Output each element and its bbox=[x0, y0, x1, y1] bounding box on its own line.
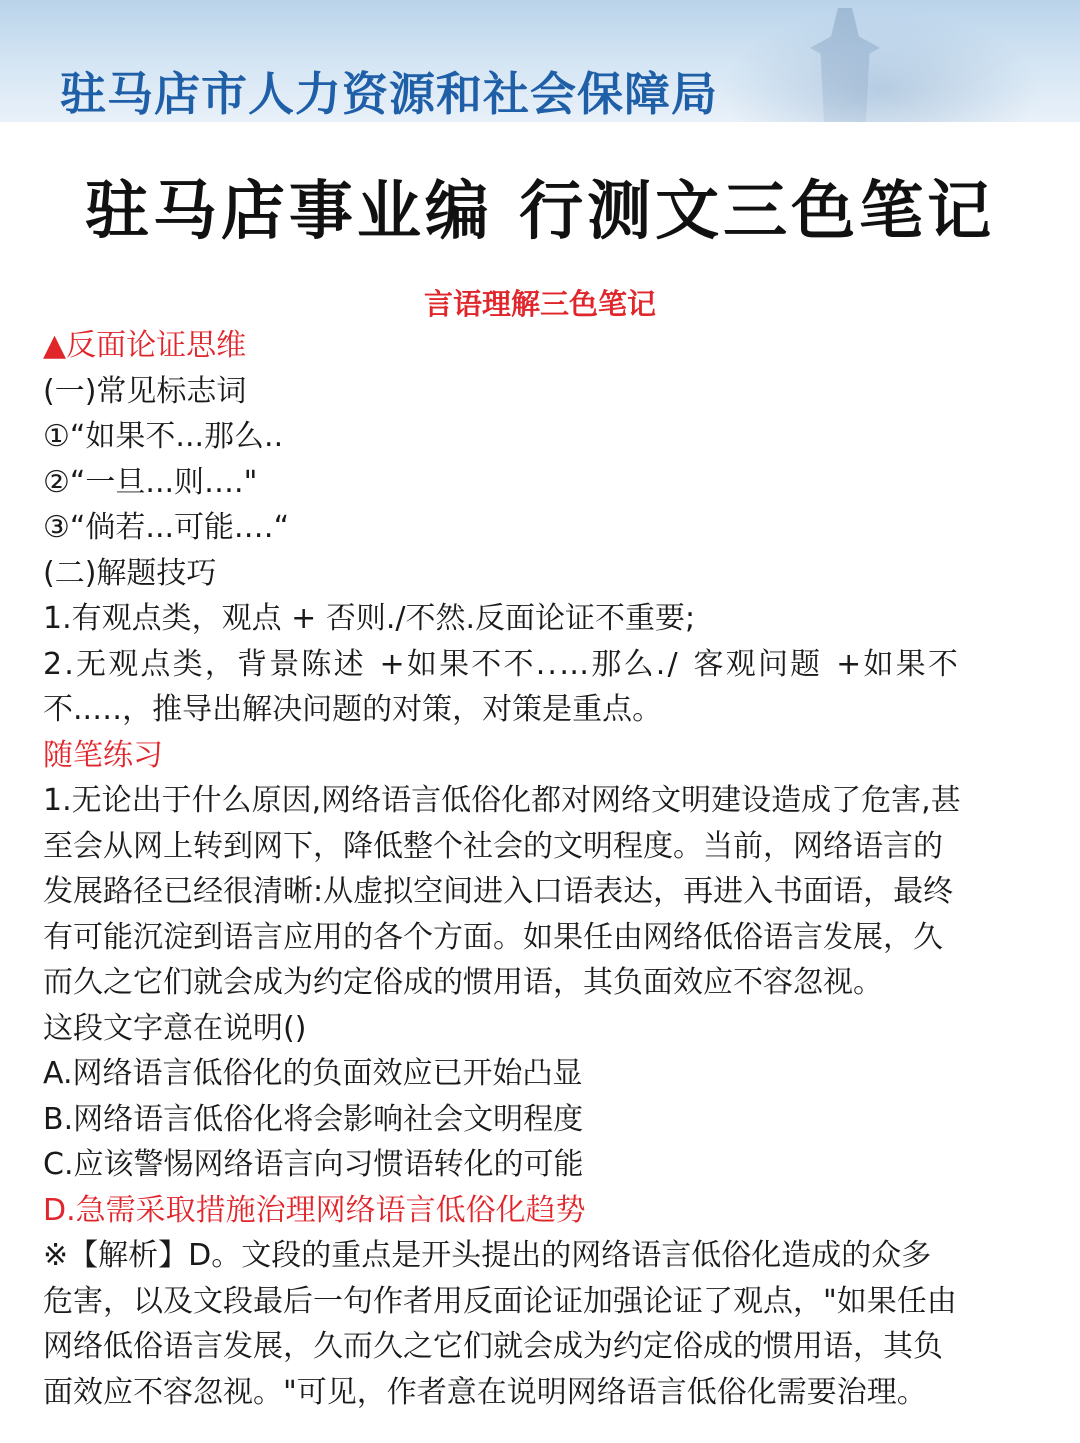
passage-line: 而久之它们就会成为约定俗成的惯用语，其负面效应不容忽视。 bbox=[43, 965, 883, 1000]
analysis-line: 网络低俗语言发展，久而久之它们就会成为约定俗成的惯用语，其负 bbox=[43, 1329, 943, 1364]
analysis-line: ※【解析】D。文段的重点是开头提出的网络语言低俗化造成的众多 bbox=[43, 1238, 932, 1273]
marker-item: ③“倘若...可能.…“ bbox=[43, 510, 290, 545]
tip-item: 1.有观点类，观点 + 否则./不然.反面论证不重要; bbox=[43, 601, 696, 636]
part-title: (一)常见标志词 bbox=[43, 373, 247, 409]
tip-item: 2.无观点类，背景陈述 +如果不不..…那么./ 客观问题 +如果不 bbox=[43, 646, 961, 682]
part-title: (二)解题技巧 bbox=[43, 555, 217, 591]
section-subtitle: 言语理解三色笔记 bbox=[423, 287, 656, 321]
passage-line: 1.无论出于什么原因,网络语言低俗化都对网络文明建设造成了危害,甚 bbox=[43, 783, 961, 818]
option-d-answer: D.急需采取措施治理网络语言低俗化趋势 bbox=[43, 1192, 586, 1228]
notes-body bbox=[43, 323, 1039, 1415]
section-heading: ▲反面论证思维 bbox=[43, 328, 247, 363]
passage-line: 有可能沉淀到语言应用的各个方面。如果任由网络低俗语言发展，久 bbox=[43, 919, 943, 955]
banner-decoration bbox=[720, 10, 1040, 122]
marker-item: ②“一旦...则…." bbox=[43, 464, 258, 500]
page-title: 驻马店事业编 行测文三色笔记 bbox=[84, 175, 996, 249]
marker-item: ①“如果不...那么.. bbox=[43, 419, 284, 454]
analysis-line: 面效应不容忽视。"可见，作者意在说明网络语言低俗化需要治理。 bbox=[43, 1374, 927, 1410]
analysis-line: 危害，以及文段最后一句作者用反面论证加强论证了观点，"如果任由 bbox=[43, 1283, 957, 1319]
option-c: C.应该警惕网络语言向习惯语转化的可能 bbox=[43, 1147, 584, 1182]
question-stem: 这段文字意在说明() bbox=[43, 1010, 307, 1046]
passage-line: 发展路径已经很清晰:从虚拟空间进入口语表达，再进入书面语，最终 bbox=[43, 874, 954, 909]
organization-name: 驻马店市人力资源和社会保障局 bbox=[60, 67, 718, 121]
tip-item-continued: 不..…，推导出解决问题的对策，对策是重点。 bbox=[43, 692, 663, 727]
passage-line: 至会从网上转到网下，降低整个社会的文明程度。当前，网络语言的 bbox=[43, 828, 943, 864]
header-banner bbox=[0, 0, 1080, 122]
option-b: B.网络语言低俗化将会影响社会文明程度 bbox=[43, 1101, 584, 1137]
practice-heading: 随笔练习 bbox=[43, 737, 163, 773]
option-a: A.网络语言低俗化的负面效应已开始凸显 bbox=[43, 1056, 583, 1091]
